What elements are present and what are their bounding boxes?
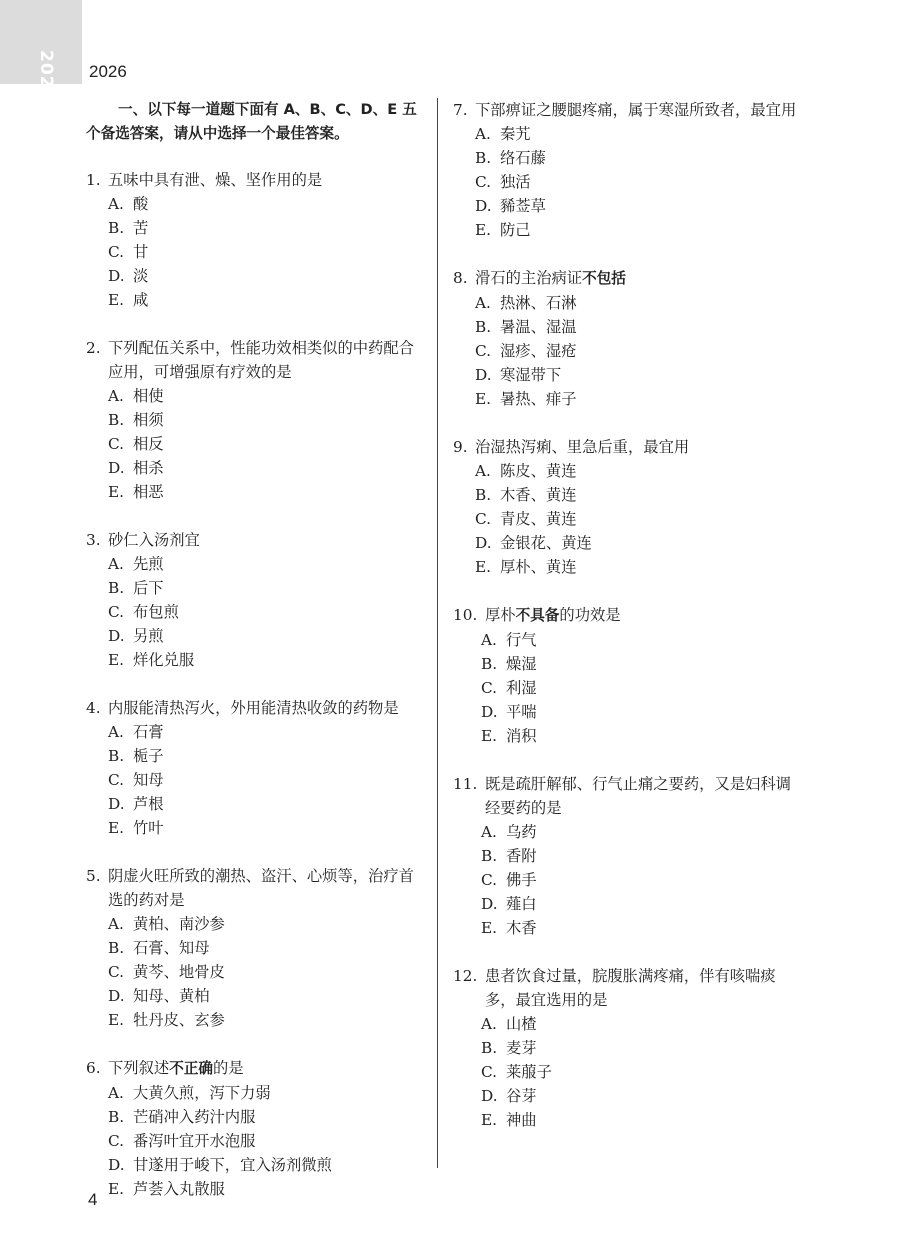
answer-option [481,1012,798,1036]
answer-option [475,555,798,579]
option-letter: E. [481,727,498,745]
option-letter: B. [481,847,498,865]
option-text: 暑温、湿温 [500,318,577,336]
answer-option [481,916,798,940]
question-stem [453,603,798,628]
option-list [453,628,798,748]
right-column [453,98,798,1156]
answer-option [475,339,798,363]
question [453,98,798,242]
option-text: 芦根 [133,795,164,813]
answer-option [481,892,798,916]
option-letter: D. [481,703,498,721]
option-letter: C. [108,1132,125,1150]
answer-option [481,1036,798,1060]
option-text: 热淋、石淋 [500,294,577,312]
option-text: 栀子 [133,747,164,765]
option-text: 大黄久煎，泻下力弱 [133,1084,271,1102]
question [86,528,426,672]
answer-option [108,792,426,816]
answer-option [108,576,426,600]
option-letter: D. [481,895,498,913]
option-text: 石膏 [133,723,164,741]
answer-option [475,315,798,339]
question-number: 1. [86,171,101,189]
answer-option [108,1081,426,1105]
answer-option [108,552,426,576]
stem-segment: 下列配伍关系中，性能功效相类似的中药配合应用，可增强原有疗效的是 [108,339,414,381]
answer-option [481,868,798,892]
question [86,1056,426,1201]
question [86,336,426,504]
question-text [108,864,426,912]
stem-segment: 治湿热泻痢、里急后重，最宜用 [475,438,690,456]
stem-segment: 的功效是 [559,606,621,624]
option-letter: A. [108,723,124,741]
question-text [475,98,798,122]
answer-option [108,1129,426,1153]
option-text: 芒硝冲入药汁内服 [133,1108,256,1126]
option-text: 甘 [133,243,149,261]
option-letter: C. [475,510,492,528]
option-text: 木香、黄连 [500,486,577,504]
answer-option [108,264,426,288]
option-letter: A. [475,294,491,312]
question-number: 9. [453,438,468,456]
option-text: 陈皮、黄连 [500,462,577,480]
answer-option [108,216,426,240]
question [453,964,798,1132]
option-letter: B. [108,411,125,429]
option-letter: E. [475,221,492,239]
answer-option [108,432,426,456]
section-instruction: 一、以下每一道题下面有 A、B、C、D、E 五个备选答案，请从中选择一个最佳答案。 [86,101,417,142]
option-letter: C. [108,963,125,981]
answer-option [108,816,426,840]
answer-option [108,480,426,504]
option-letter: A. [475,462,491,480]
option-list [453,820,798,940]
option-letter: A. [481,823,497,841]
option-list [453,459,798,579]
option-text: 湿疹、湿疮 [500,342,577,360]
option-letter: B. [108,747,125,765]
question [86,696,426,840]
option-letter: E. [108,819,125,837]
option-text: 行气 [506,631,537,649]
option-text: 知母、黄柏 [133,987,210,1005]
question-text [475,435,798,459]
option-list [86,384,426,504]
stem-segment: 下列叙述 [108,1059,170,1077]
option-text: 后下 [133,579,164,597]
question-number: 4. [86,699,101,717]
answer-option [475,122,798,146]
answer-option [481,844,798,868]
option-text: 莱菔子 [506,1063,552,1081]
stem-segment: 厚朴 [485,606,516,624]
answer-option [108,288,426,312]
option-letter: C. [481,871,498,889]
option-list [86,192,426,312]
option-text: 防己 [500,221,531,239]
option-text: 豨莶草 [500,197,546,215]
question-stem [453,772,798,820]
option-text: 相恶 [133,483,164,501]
option-letter: E. [108,483,125,501]
emphasis-text: 不包括 [582,270,626,287]
answer-option [475,218,798,242]
header-year: 2026 [89,62,127,81]
option-text: 金银花、黄连 [500,534,592,552]
answer-option [475,483,798,507]
question-stem [86,1056,426,1081]
option-text: 淡 [133,267,149,285]
column-divider [437,98,438,1168]
answer-option [108,984,426,1008]
option-letter: A. [108,195,124,213]
option-letter: E. [481,919,498,937]
option-letter: D. [108,987,125,1005]
option-text: 燥湿 [506,655,537,673]
stem-segment: 内服能清热泻火，外用能清热收敛的药物是 [108,699,399,717]
option-letter: D. [108,267,125,285]
question-number: 6. [86,1059,101,1077]
option-text: 牡丹皮、玄参 [133,1011,225,1029]
question-text [485,964,798,1012]
option-list [86,720,426,840]
option-letter: C. [475,173,492,191]
answer-option [108,1153,426,1177]
question-stem [86,168,426,192]
option-letter: E. [108,291,125,309]
option-text: 独活 [500,173,531,191]
answer-option [108,192,426,216]
option-text: 秦艽 [500,125,531,143]
option-letter: D. [108,459,125,477]
question [453,603,798,748]
answer-option [108,624,426,648]
option-letter: D. [108,627,125,645]
option-text: 黄芩、地骨皮 [133,963,225,981]
option-letter: E. [108,1180,125,1198]
question-text [485,772,798,820]
option-letter: A. [108,387,124,405]
question [86,864,426,1032]
stem-segment: 患者饮食过量，脘腹胀满疼痛，伴有咳喘痰多，最宜选用的是 [485,967,776,1009]
answer-option [108,240,426,264]
option-letter: B. [475,149,492,167]
answer-option [481,1060,798,1084]
question [453,266,798,411]
page-number: 4 [88,1190,98,1209]
question-text [108,336,426,384]
stem-segment: 的是 [213,1059,244,1077]
option-letter: A. [481,1015,497,1033]
option-text: 酸 [133,195,149,213]
option-text: 乌药 [506,823,537,841]
question-stem [453,266,798,291]
option-text: 暑热、痱子 [500,390,577,408]
question-text [108,696,426,720]
option-text: 布包煎 [133,603,179,621]
option-text: 青皮、黄连 [500,510,577,528]
question-stem [86,336,426,384]
option-letter: B. [481,655,498,673]
option-text: 相须 [133,411,164,429]
option-letter: B. [481,1039,498,1057]
answer-option [108,912,426,936]
option-text: 番泻叶宜开水泡服 [133,1132,256,1150]
option-text: 神曲 [506,1111,537,1129]
question-number: 5. [86,867,101,885]
stem-segment: 砂仁入汤剂宜 [108,531,200,549]
side-tab-year: 2026 [36,50,56,102]
option-text: 佛手 [506,871,537,889]
option-letter: A. [481,631,497,649]
option-text: 麦芽 [506,1039,537,1057]
option-letter: A. [108,915,124,933]
option-letter: A. [475,125,491,143]
option-letter: C. [475,342,492,360]
answer-option [481,628,798,652]
stem-segment: 滑石的主治病证 [475,269,583,287]
answer-option [481,676,798,700]
answer-option [475,194,798,218]
answer-option [108,456,426,480]
option-text: 甘遂用于峻下，宜入汤剂微煎 [133,1156,332,1174]
option-letter: D. [481,1087,498,1105]
question-stem [86,696,426,720]
question-stem [86,528,426,552]
answer-option [475,146,798,170]
option-letter: B. [108,1108,125,1126]
question-number: 11. [453,775,478,793]
option-text: 知母 [133,771,164,789]
option-letter: B. [108,579,125,597]
question-text [108,528,426,552]
option-letter: A. [108,555,124,573]
option-text: 平喘 [506,703,537,721]
option-list [86,912,426,1032]
question-number: 3. [86,531,101,549]
answer-option [481,1108,798,1132]
answer-option [108,648,426,672]
stem-segment: 既是疏肝解郁、行气止痛之要药，又是妇科调经要药的是 [485,775,791,817]
question-stem [86,864,426,912]
question-number: 12. [453,967,478,985]
option-list [86,1081,426,1201]
answer-option [475,387,798,411]
option-text: 先煎 [133,555,164,573]
question-text [475,266,798,291]
option-text: 石膏、知母 [133,939,210,957]
answer-option [475,291,798,315]
option-text: 香附 [506,847,537,865]
answer-option [108,600,426,624]
answer-option [475,531,798,555]
option-letter: D. [108,795,125,813]
option-letter: B. [108,219,125,237]
option-text: 木香 [506,919,537,937]
stem-segment: 五味中具有泄、燥、坚作用的是 [108,171,323,189]
question-number: 2. [86,339,101,357]
left-column [86,98,426,1225]
emphasis-text: 不正确 [169,1060,213,1077]
option-text: 相使 [133,387,164,405]
answer-option [108,936,426,960]
answer-option [108,720,426,744]
option-text: 另煎 [133,627,164,645]
option-letter: D. [108,1156,125,1174]
option-text: 消积 [506,727,537,745]
question-number: 10. [453,606,478,624]
question-number: 7. [453,101,468,119]
option-text: 寒湿带下 [500,366,562,384]
stem-segment: 阴虚火旺所致的潮热、盗汗、心烦等，治疗首选的药对是 [108,867,414,909]
option-letter: C. [481,1063,498,1081]
stem-segment: 下部痹证之腰腿疼痛，属于寒湿所致者，最宜用 [475,101,797,119]
question [453,435,798,579]
option-text: 谷芽 [506,1087,537,1105]
answer-option [481,1084,798,1108]
option-letter: D. [475,534,492,552]
side-tab [0,0,82,102]
question [453,772,798,940]
answer-option [475,507,798,531]
option-letter: B. [108,939,125,957]
option-text: 利湿 [506,679,537,697]
answer-option [481,652,798,676]
answer-option [108,768,426,792]
answer-option [108,744,426,768]
option-text: 竹叶 [133,819,164,837]
option-letter: E. [108,651,125,669]
question-text [108,168,426,192]
answer-option [108,1105,426,1129]
option-letter: B. [475,486,492,504]
answer-option [108,960,426,984]
answer-option [481,820,798,844]
question-stem [453,98,798,122]
question-text [485,603,798,628]
option-text: 黄柏、南沙参 [133,915,225,933]
answer-option [475,459,798,483]
option-text: 烊化兑服 [133,651,195,669]
answer-option [481,700,798,724]
option-letter: D. [475,197,492,215]
question [86,168,426,312]
option-letter: E. [108,1011,125,1029]
option-letter: C. [108,771,125,789]
option-letter: B. [475,318,492,336]
option-list [86,552,426,672]
answer-option [108,384,426,408]
option-letter: C. [108,435,125,453]
emphasis-text: 不具备 [515,607,560,624]
option-text: 芦荟入丸散服 [133,1180,225,1198]
option-text: 薤白 [506,895,537,913]
question-text [108,1056,426,1081]
option-letter: C. [108,603,125,621]
question-stem [453,435,798,459]
option-letter: D. [475,366,492,384]
question-stem [453,964,798,1012]
option-letter: A. [108,1084,124,1102]
option-list [453,1012,798,1132]
option-text: 山楂 [506,1015,537,1033]
option-list [453,122,798,242]
option-text: 厚朴、黄连 [500,558,577,576]
option-text: 苦 [133,219,149,237]
answer-option [108,408,426,432]
option-text: 咸 [133,291,149,309]
answer-option [108,1008,426,1032]
option-letter: C. [481,679,498,697]
option-letter: C. [108,243,125,261]
answer-option [475,363,798,387]
option-text: 相杀 [133,459,164,477]
answer-option [475,170,798,194]
option-letter: E. [475,558,492,576]
answer-option [481,724,798,748]
question-number: 8. [453,269,468,287]
option-letter: E. [481,1111,498,1129]
option-text: 络石藤 [500,149,546,167]
answer-option [108,1177,426,1201]
option-text: 相反 [133,435,164,453]
option-letter: E. [475,390,492,408]
option-list [453,291,798,411]
